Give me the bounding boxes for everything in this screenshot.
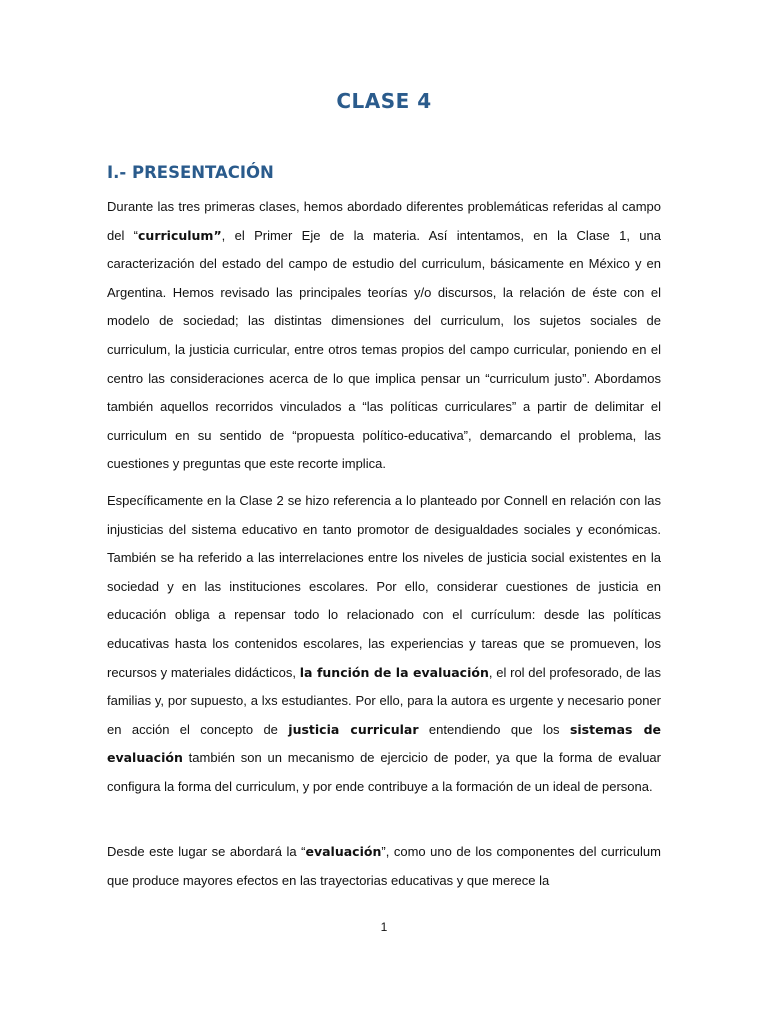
section-heading: I.- PRESENTACIÓN <box>107 163 274 182</box>
paragraph-intro-text: Durante las tres primeras clases, hemos abordado diferentes problemáticas referidas al campo del “ <box>107 199 661 243</box>
paragraph-clase2-text: , el rol del profesorado, de las familias y, por supuesto, a lxs estudiantes. Por ello, para la autora es urgente y necesario poner en acción el concepto de <box>107 664 661 737</box>
paragraph-intro-text: , el Primer Eje de la materia. Así intentamos, en la Clase 1, una caracterización del estado del campo de estudio del curriculum, básicamente en México y en Argentina. Hemos revisado las principales teorías y/o discursos, la relación de éste con el modelo de sociedad; las distintas dimensiones del curriculum, los sujetos sociales de curriculum, la justicia curricular, entre otros temas propios del campo curricular, poniendo en el centro las consideraciones acerca de lo que implica pensar un “curriculum justo”. Abordamos también aquellos recorridos vinculados a “las políticas curriculares” a partir de delimitar el curriculum en su sentido de “propuesta político-educativa”, demarcando el problema, las cuestiones y preguntas que este recorte implica. <box>107 227 661 472</box>
page-number: 1 <box>380 920 388 934</box>
paragraph-clase2-text: entendiendo que los <box>418 721 570 737</box>
bold-term-justicia-curricular: justicia curricular <box>288 721 419 737</box>
bold-term-curriculum: curriculum” <box>138 227 222 243</box>
paragraph-evaluacion-text: Desde este lugar se abordará la “ <box>107 844 306 859</box>
paragraph-clase2-text: Específicamente en la Clase 2 se hizo referencia a lo planteado por Connell en relación con las injusticias del sistema educativo en tanto promotor de desigualdades sociales y económicas. También se ha referido a las interrelaciones entre los niveles de justicia social existentes en la sociedad y en las instituciones escolares. Por ello, considerar cuestiones de justicia en educación obliga a repensar todo lo relacionado con el currículum: desde las políticas educativas hasta los contenidos escolares, las experiencias y tareas que se promueven, los recursos y materiales didácticos, <box>107 493 661 680</box>
paragraph-evaluacion <box>107 838 661 895</box>
paragraph-clase2 <box>107 487 661 802</box>
paragraph-clase2-text: también son un mecanismo de ejercicio de poder, ya que la forma de evaluar configura la forma del curriculum, y por ende contribuye a la formación de un ideal de persona. <box>107 750 661 794</box>
paragraph-evaluacion-text: ”, como uno de los componentes del curriculum que produce mayores efectos en las trayectorias educativas y que merece la <box>107 844 661 888</box>
page-title: CLASE 4 <box>336 89 432 113</box>
bold-term-funcion-evaluacion: la función de la evaluación <box>299 664 489 680</box>
paragraph-intro <box>107 193 661 479</box>
bold-term-evaluacion: evaluación <box>305 844 382 859</box>
bold-term-sistemas-evaluacion: sistemas de evaluación <box>107 721 662 766</box>
